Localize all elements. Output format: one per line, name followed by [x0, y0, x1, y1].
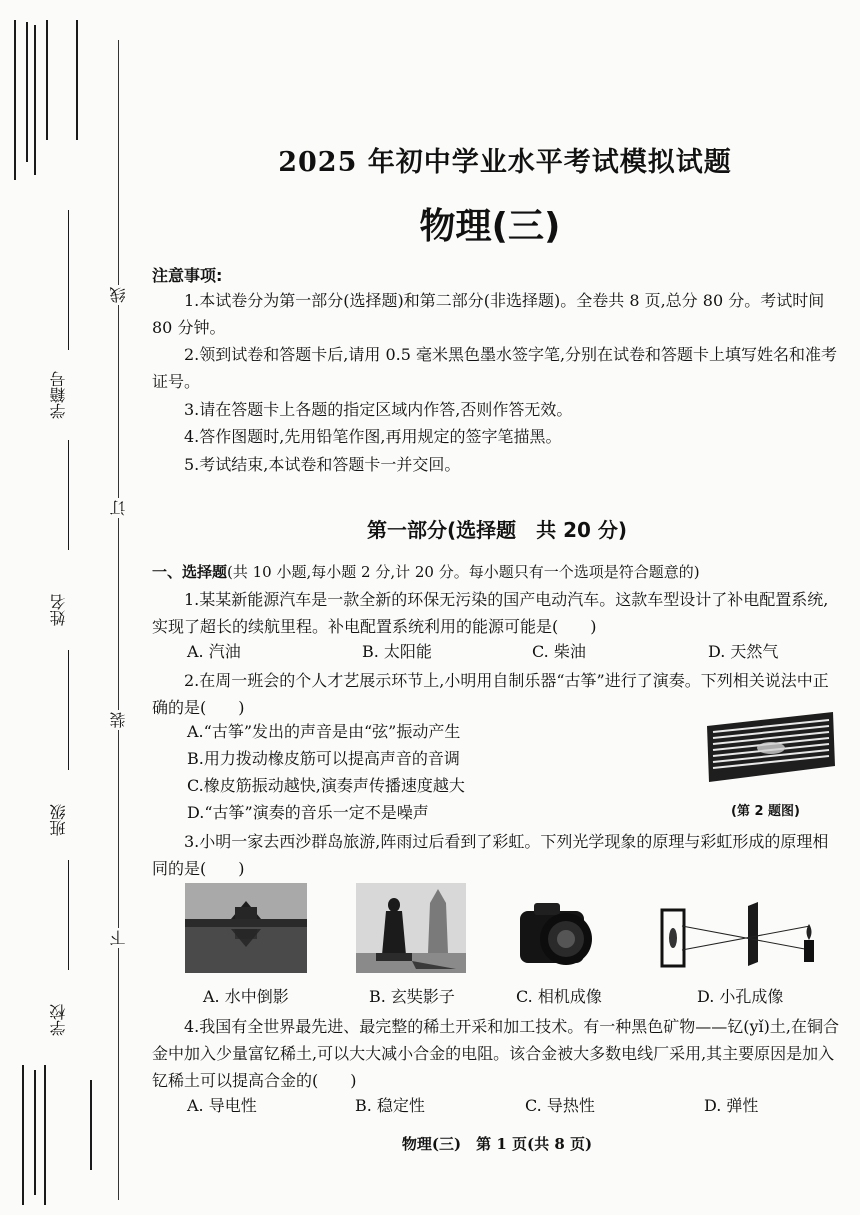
part1-instruction [152, 559, 842, 586]
cut-mark-line: 线 [108, 285, 132, 305]
notes-heading: 注意事项: [152, 266, 223, 285]
q3-option-c: C. 相机成像 [516, 987, 602, 1006]
q1-option-d: D. 天然气 [708, 642, 779, 661]
q1-option-a: A. 汽油 [187, 642, 241, 661]
q4-option-c: C. 导热性 [525, 1096, 595, 1115]
q4-option-a: A. 导电性 [187, 1096, 257, 1115]
cut-mark-zhuang: 装 [108, 710, 132, 730]
question-1-stem: 1.某某新能源汽车是一款全新的环保无污染的国产电动汽车。这款车型设计了补电配置系统,实现了超长的续航里程。补电配置系统利用的能源可能是( ) [152, 590, 829, 636]
reflection-image [185, 883, 307, 973]
instruction-text: (共 10 小题,每小题 2 分,计 20 分。每小题只有一个选项是符合题意的) [227, 563, 700, 581]
question-2-stem: 2.在周一班会的个人才艺展示环节上,小明用自制乐器“古筝”进行了演奏。下列相关说法中正确的是( ) [152, 671, 829, 717]
pinhole-image [660, 900, 822, 972]
exam-title: 2025 年初中学业水平考试模拟试题 [278, 147, 732, 178]
q4-option-b: B. 稳定性 [355, 1096, 425, 1115]
q3-option-d: D. 小孔成像 [697, 987, 784, 1006]
school-label: 学校 [49, 1004, 68, 1036]
q1-option-c: C. 柴油 [532, 642, 586, 661]
note-item: 5.考试结束,本试卷和答题卡一并交回。 [184, 455, 461, 474]
question-4-stem: 4.我国有全世界最先进、最完整的稀土开采和加工技术。有一种黑色矿物——钇(yǐ)土,在铜合金中加入少量富钇稀土,可以大大减小合金的电阻。该合金被大多数电线厂采用,其主要原因是加入钇稀土可以提高合金的( ) [152, 1017, 839, 1090]
q1-option-b: B. 太阳能 [362, 642, 432, 661]
note-item: 2.领到试卷和答题卡后,请用 0.5 毫米黑色墨水签字笔,分别在试卷和答题卡上填写姓名和准考证号。 [152, 345, 838, 391]
q2-option-d: D.“古筝”演奏的音乐一定不是噪声 [187, 803, 429, 822]
note-item: 1.本试卷分为第一部分(选择题)和第二部分(非选择题)。全卷共 8 页,总分 80 分。考试时间 80 分钟。 [152, 291, 825, 337]
guzheng-image [703, 708, 838, 786]
xuanzang-statue-image [356, 883, 466, 973]
name-label: 姓名 [49, 594, 68, 626]
q3-option-a: A. 水中倒影 [203, 987, 289, 1006]
note-item: 3.请在答题卡上各题的指定区域内作答,否则作答无效。 [184, 400, 573, 419]
part1-title: 第一部分(选择题 共 20 分) [366, 518, 628, 542]
instruction-label: 一、选择题 [152, 563, 228, 581]
subject-title: 物理(三) [419, 206, 561, 247]
q3-option-b: B. 玄奘影子 [369, 987, 455, 1006]
q4-option-d: D. 弹性 [704, 1096, 759, 1115]
question-3-stem: 3.小明一家去西沙群岛旅游,阵雨过后看到了彩虹。下列光学现象的原理与彩虹形成的原理相同的是( ) [152, 832, 829, 878]
q2-option-b: B.用力拨动橡皮筋可以提高声音的音调 [187, 749, 460, 768]
q2-figure-caption: (第 2 题图) [731, 804, 800, 819]
camera-image [516, 895, 601, 975]
note-item: 4.答作图题时,先用铅笔作图,再用规定的签字笔描黑。 [184, 427, 562, 446]
student-id-label: 学籍号 [49, 371, 68, 419]
cut-mark-down: 下 [108, 928, 132, 948]
class-label: 班级 [49, 804, 68, 836]
q2-option-a: A.“古筝”发出的声音是由“弦”振动产生 [187, 722, 461, 741]
q2-option-c: C.橡皮筋振动越快,演奏声传播速度越大 [187, 776, 465, 795]
cut-mark-ding: 订 [108, 498, 132, 518]
page-footer: 物理(三) 第 1 页(共 8 页) [401, 1135, 593, 1153]
